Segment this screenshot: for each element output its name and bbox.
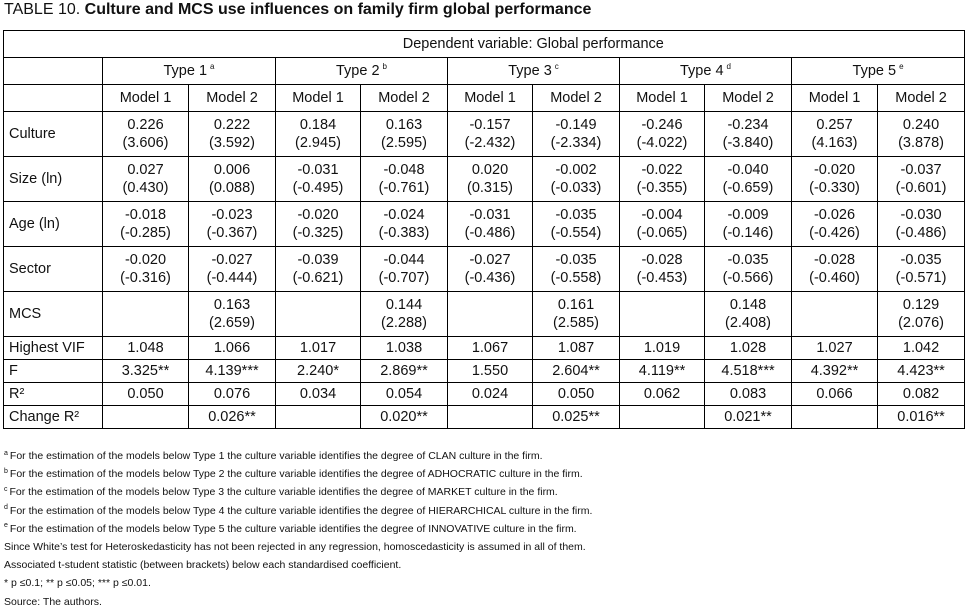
model-header [533, 85, 620, 112]
t-statistic: (-0.033) [550, 180, 602, 196]
coefficient-cell [705, 112, 792, 157]
coefficient-cell [705, 202, 792, 247]
t-statistic: (-0.436) [464, 270, 516, 286]
t-statistic: (-0.065) [636, 225, 688, 241]
table-title [4, 1, 591, 19]
stat-cell: 2.604** [533, 360, 620, 383]
coefficient-cell [533, 157, 620, 202]
table-note [4, 556, 592, 574]
table-row [4, 157, 965, 202]
stat-cell: 0.020** [361, 406, 448, 429]
t-statistic: (2.945) [295, 135, 341, 151]
coefficient: 0.226 [127, 117, 164, 133]
coefficient-cell [103, 202, 189, 247]
coefficient: -0.039 [297, 252, 339, 268]
coefficient-cell [878, 292, 965, 337]
coefficient: -0.028 [641, 252, 683, 268]
coefficient: -0.028 [813, 252, 856, 268]
model-label: Model 1 [119, 90, 172, 106]
stat-cell: 4.119** [620, 360, 705, 383]
coefficient-cell [792, 112, 878, 157]
stat-cell: 1.028 [705, 337, 792, 360]
row-label [4, 337, 103, 360]
type-label: Type 1 [163, 63, 208, 79]
type-label: Type 2 [336, 63, 380, 79]
coefficient-cell [361, 202, 448, 247]
coefficient-cell [705, 247, 792, 292]
t-statistic: (-0.453) [636, 270, 688, 286]
row-label-text: R² [9, 386, 25, 402]
coefficient-cell [189, 292, 276, 337]
model-label: Model 1 [636, 90, 688, 106]
coefficient-cell [878, 202, 965, 247]
row-label-text: Sector [9, 261, 51, 277]
stat-cell: 3.325** [103, 360, 189, 383]
stat-cell [620, 406, 705, 429]
stat-cell: 1.087 [533, 337, 620, 360]
type-footnote-mark: e [899, 62, 904, 72]
coefficient: -0.020 [813, 162, 856, 178]
model-header [361, 85, 448, 112]
stat-cell: 4.518*** [705, 360, 792, 383]
note-footnote-mark: e [4, 522, 8, 530]
t-statistic: (3.592) [209, 135, 255, 151]
t-statistic: (2.288) [381, 315, 427, 331]
stat-cell: 0.050 [533, 383, 620, 406]
stat-cell: 0.076 [189, 383, 276, 406]
row-label-text: F [9, 363, 18, 379]
coefficient-cell [533, 292, 620, 337]
row-label [4, 360, 103, 383]
t-statistic: (-0.566) [722, 270, 774, 286]
note-text: Since White’s test for Heteroskedasticity has not been rejected in any regression, homoscedasticity is assumed in all of them. [4, 541, 586, 554]
table-row [4, 292, 965, 337]
coefficient-cell [276, 202, 361, 247]
coefficient: -0.040 [727, 162, 769, 178]
table-note [4, 465, 592, 483]
coefficient: 0.144 [385, 297, 423, 313]
model-header-row [4, 85, 965, 112]
table-body [4, 31, 965, 429]
note-footnote-mark: a [4, 449, 8, 457]
row-label [4, 247, 103, 292]
t-statistic: (-3.840) [722, 135, 774, 151]
stat-cell: 0.066 [792, 383, 878, 406]
table-row [4, 112, 965, 157]
row-label [4, 202, 103, 247]
coefficient-cell [276, 292, 361, 337]
model-label: Model 1 [464, 90, 516, 106]
coefficient-cell [448, 112, 533, 157]
t-statistic: (-0.367) [206, 225, 258, 241]
table-note [4, 502, 592, 520]
coefficient: -0.149 [555, 117, 597, 133]
coefficient: -0.009 [727, 207, 769, 223]
coefficient-cell [792, 247, 878, 292]
coefficient-cell [448, 157, 533, 202]
stat-cell: 0.054 [361, 383, 448, 406]
t-statistic: (-0.444) [206, 270, 258, 286]
coefficient: 0.020 [471, 162, 509, 178]
coefficient: -0.157 [469, 117, 511, 133]
coefficient-cell [103, 247, 189, 292]
coefficient-cell [189, 202, 276, 247]
coefficient: -0.024 [383, 207, 425, 223]
coefficient-cell [103, 112, 189, 157]
coefficient-cell [361, 157, 448, 202]
model-header [103, 85, 189, 112]
coefficient-cell [533, 112, 620, 157]
stat-cell: 0.016** [878, 406, 965, 429]
stat-cell: 2.240* [276, 360, 361, 383]
coefficient: -0.035 [900, 252, 942, 268]
t-statistic: (-0.316) [120, 270, 171, 286]
stat-cell [103, 406, 189, 429]
vif-row [4, 337, 965, 360]
coefficient: -0.027 [469, 252, 511, 268]
t-statistic: (4.163) [811, 135, 858, 151]
stat-cell: 1.550 [448, 360, 533, 383]
t-statistic: (-0.486) [464, 225, 516, 241]
model-header [620, 85, 705, 112]
t-statistic: (-0.621) [292, 270, 344, 286]
t-statistic: (0.315) [467, 180, 513, 196]
coefficient: -0.031 [297, 162, 339, 178]
model-header [189, 85, 276, 112]
coefficient: 0.027 [127, 162, 164, 178]
model-header [448, 85, 533, 112]
stat-cell: 1.038 [361, 337, 448, 360]
row-label-text: MCS [9, 306, 42, 322]
coefficient-cell [448, 247, 533, 292]
coefficient: -0.018 [124, 207, 167, 223]
stat-cell: 4.392** [792, 360, 878, 383]
row-label-text: Highest VIF [9, 340, 85, 356]
stat-cell: 0.082 [878, 383, 965, 406]
model-label: Model 1 [292, 90, 344, 106]
coefficient: -0.035 [727, 252, 769, 268]
t-statistic: (-0.554) [550, 225, 602, 241]
stat-cell: 0.062 [620, 383, 705, 406]
coefficient-cell [533, 202, 620, 247]
t-statistic: (3.878) [898, 135, 945, 151]
t-statistic: (2.076) [898, 315, 945, 331]
stat-cell: 4.423** [878, 360, 965, 383]
coefficient: -0.022 [641, 162, 683, 178]
note-text: For the estimation of the models below Type 5 the culture variable identifies the degree of INNOVATIVE culture in the firm. [9, 522, 577, 535]
t-statistic: (2.595) [381, 135, 427, 151]
corner-cell [4, 31, 103, 58]
r2-row [4, 383, 965, 406]
coefficient-cell [620, 292, 705, 337]
t-statistic: (3.606) [122, 135, 169, 151]
coefficient: 0.161 [557, 297, 595, 313]
t-statistic: (-0.601) [895, 180, 947, 196]
coefficient-cell [448, 202, 533, 247]
coefficient-cell [276, 247, 361, 292]
t-statistic: (-0.460) [809, 270, 860, 286]
row-label [4, 157, 103, 202]
coefficient-cell [620, 157, 705, 202]
coefficient: 0.240 [902, 117, 940, 133]
stat-cell: 2.869** [361, 360, 448, 383]
note-text: For the estimation of the models below Type 3 the culture variable identifies the degree of MARKET culture in the firm. [9, 486, 558, 499]
t-statistic: (0.088) [209, 180, 255, 196]
f-row [4, 360, 965, 383]
stat-cell: 1.048 [103, 337, 189, 360]
coefficient-cell [361, 247, 448, 292]
model-header [878, 85, 965, 112]
model-label: Model 2 [550, 90, 602, 106]
type-header [620, 58, 792, 85]
coefficient-cell [620, 112, 705, 157]
coefficient: 0.163 [385, 117, 423, 133]
stat-cell: 1.067 [448, 337, 533, 360]
stat-cell: 0.050 [103, 383, 189, 406]
row-label [4, 112, 103, 157]
row-label-text: Change R² [9, 409, 80, 425]
stat-cell: 1.019 [620, 337, 705, 360]
note-text: Source: The authors. [4, 595, 102, 608]
row-label-text: Size (ln) [9, 171, 63, 187]
row-label-text: Culture [9, 126, 56, 142]
coefficient-cell [792, 157, 878, 202]
table-row [4, 247, 965, 292]
t-statistic: (-2.334) [550, 135, 602, 151]
coefficient: 0.184 [299, 117, 337, 133]
t-statistic: (-4.022) [636, 135, 688, 151]
row-label-text: Age (ln) [9, 216, 60, 232]
type-header-row [4, 58, 965, 85]
stat-cell: 1.042 [878, 337, 965, 360]
coefficient: -0.234 [727, 117, 769, 133]
coefficient: -0.004 [641, 207, 683, 223]
stat-cell: 0.026** [189, 406, 276, 429]
table-note [4, 593, 592, 611]
coefficient: -0.030 [900, 207, 942, 223]
model-header [705, 85, 792, 112]
t-statistic: (-0.495) [292, 180, 344, 196]
table-caption: Culture and MCS use influences on family firm global performance [84, 1, 592, 18]
coefficient-cell [705, 157, 792, 202]
type-label: Type 4 [680, 63, 724, 79]
t-statistic: (-0.355) [636, 180, 688, 196]
t-statistic: (-2.432) [464, 135, 516, 151]
model-label: Model 2 [895, 90, 947, 106]
stat-cell: 0.025** [533, 406, 620, 429]
coefficient-cell [792, 292, 878, 337]
coefficient: 0.006 [213, 162, 251, 178]
coefficient: -0.020 [297, 207, 339, 223]
coefficient-cell [189, 247, 276, 292]
stat-cell: 1.017 [276, 337, 361, 360]
coefficient-cell [878, 247, 965, 292]
coefficient-cell [620, 202, 705, 247]
coefficient: -0.026 [813, 207, 856, 223]
t-statistic: (-0.146) [722, 225, 774, 241]
stat-cell: 1.027 [792, 337, 878, 360]
coefficient: 0.163 [213, 297, 251, 313]
note-footnote-mark: b [4, 467, 8, 475]
row-label [4, 406, 103, 429]
coefficient: -0.023 [211, 207, 253, 223]
dependent-variable-label: Dependent variable: Global performance [402, 36, 664, 52]
stat-cell: 0.021** [705, 406, 792, 429]
coefficient-cell [533, 247, 620, 292]
t-statistic: (2.408) [725, 315, 771, 331]
coefficient: -0.027 [211, 252, 253, 268]
model-corner-cell [4, 85, 103, 112]
coefficient-cell [620, 247, 705, 292]
note-text: * p ≤0.1; ** p ≤0.05; *** p ≤0.01. [4, 577, 151, 590]
t-statistic: (-0.486) [895, 225, 947, 241]
table-row [4, 202, 965, 247]
t-statistic: (2.659) [209, 315, 255, 331]
coefficient: -0.035 [555, 252, 597, 268]
coefficient: -0.048 [383, 162, 425, 178]
t-statistic: (-0.761) [378, 180, 430, 196]
coefficient: 0.222 [213, 117, 251, 133]
type-corner-cell [4, 58, 103, 85]
coefficient: 0.148 [729, 297, 767, 313]
coefficient-cell [361, 292, 448, 337]
change-r2-row [4, 406, 965, 429]
stat-cell [792, 406, 878, 429]
model-label: Model 2 [722, 90, 774, 106]
stat-cell: 0.024 [448, 383, 533, 406]
stat-cell: 1.066 [189, 337, 276, 360]
table-note [4, 447, 592, 465]
note-text: Associated t-student statistic (between brackets) below each standardised coefficient. [4, 559, 402, 572]
type-header [448, 58, 620, 85]
coefficient-cell [276, 112, 361, 157]
coefficient-cell [276, 157, 361, 202]
note-text: For the estimation of the models below Type 1 the culture variable identifies the degree of CLAN culture in the firm. [9, 450, 543, 462]
type-header [103, 58, 276, 85]
coefficient: -0.035 [555, 207, 597, 223]
type-footnote-mark: a [210, 62, 215, 72]
t-statistic: (-0.325) [292, 225, 344, 241]
coefficient-cell [103, 292, 189, 337]
t-statistic: (2.585) [553, 315, 599, 331]
table-note [4, 538, 592, 556]
row-label [4, 383, 103, 406]
coefficient: -0.002 [555, 162, 597, 178]
row-label [4, 292, 103, 337]
note-footnote-mark: c [4, 485, 8, 493]
coefficient-cell [792, 202, 878, 247]
t-statistic: (-0.558) [550, 270, 602, 286]
type-footnote-mark: b [382, 62, 387, 72]
coefficient-cell [878, 112, 965, 157]
table-note [4, 574, 592, 592]
coefficient-cell [103, 157, 189, 202]
table-note [4, 520, 592, 538]
table-note [4, 483, 592, 501]
stat-cell [276, 406, 361, 429]
note-text: For the estimation of the models below Type 2 the culture variable identifies the degree of ADHOCRATIC culture in the firm. [9, 468, 583, 481]
coefficient-cell [361, 112, 448, 157]
coefficient-cell [189, 157, 276, 202]
stat-cell: 0.083 [705, 383, 792, 406]
model-label: Model 1 [808, 90, 861, 106]
type-footnote-mark: c [554, 62, 559, 72]
type-footnote-mark: d [726, 62, 731, 72]
table-number: TABLE 10. [4, 1, 81, 18]
t-statistic: (-0.707) [378, 270, 430, 286]
stat-cell: 4.139*** [189, 360, 276, 383]
model-header [792, 85, 878, 112]
results-table [3, 30, 965, 429]
coefficient: 0.257 [816, 117, 853, 133]
coefficient: -0.044 [383, 252, 425, 268]
t-statistic: (-0.659) [722, 180, 774, 196]
type-label: Type 3 [508, 63, 552, 79]
note-text: For the estimation of the models below Type 4 the culture variable identifies the degree of HIERARCHICAL culture in the firm. [9, 504, 593, 517]
type-header [276, 58, 448, 85]
type-header [792, 58, 965, 85]
type-label: Type 5 [852, 63, 897, 79]
t-statistic: (-0.426) [809, 225, 860, 241]
t-statistic: (-0.571) [895, 270, 947, 286]
t-statistic: (-0.285) [120, 225, 171, 241]
t-statistic: (0.430) [122, 180, 169, 196]
coefficient: -0.037 [900, 162, 942, 178]
coefficient: 0.129 [902, 297, 940, 313]
stat-cell [448, 406, 533, 429]
model-label: Model 2 [378, 90, 430, 106]
coefficient: -0.020 [124, 252, 167, 268]
coefficient-cell [705, 292, 792, 337]
dependent-variable-header [103, 31, 965, 58]
stat-cell: 0.034 [276, 383, 361, 406]
t-statistic: (-0.330) [809, 180, 860, 196]
coefficient: -0.031 [469, 207, 511, 223]
coefficient-cell [878, 157, 965, 202]
header-row [4, 31, 965, 58]
coefficient-cell [189, 112, 276, 157]
coefficient: -0.246 [641, 117, 683, 133]
model-label: Model 2 [206, 90, 258, 106]
coefficient-cell [448, 292, 533, 337]
model-header [276, 85, 361, 112]
note-footnote-mark: d [4, 504, 8, 512]
table-notes [4, 447, 592, 611]
t-statistic: (-0.383) [378, 225, 430, 241]
